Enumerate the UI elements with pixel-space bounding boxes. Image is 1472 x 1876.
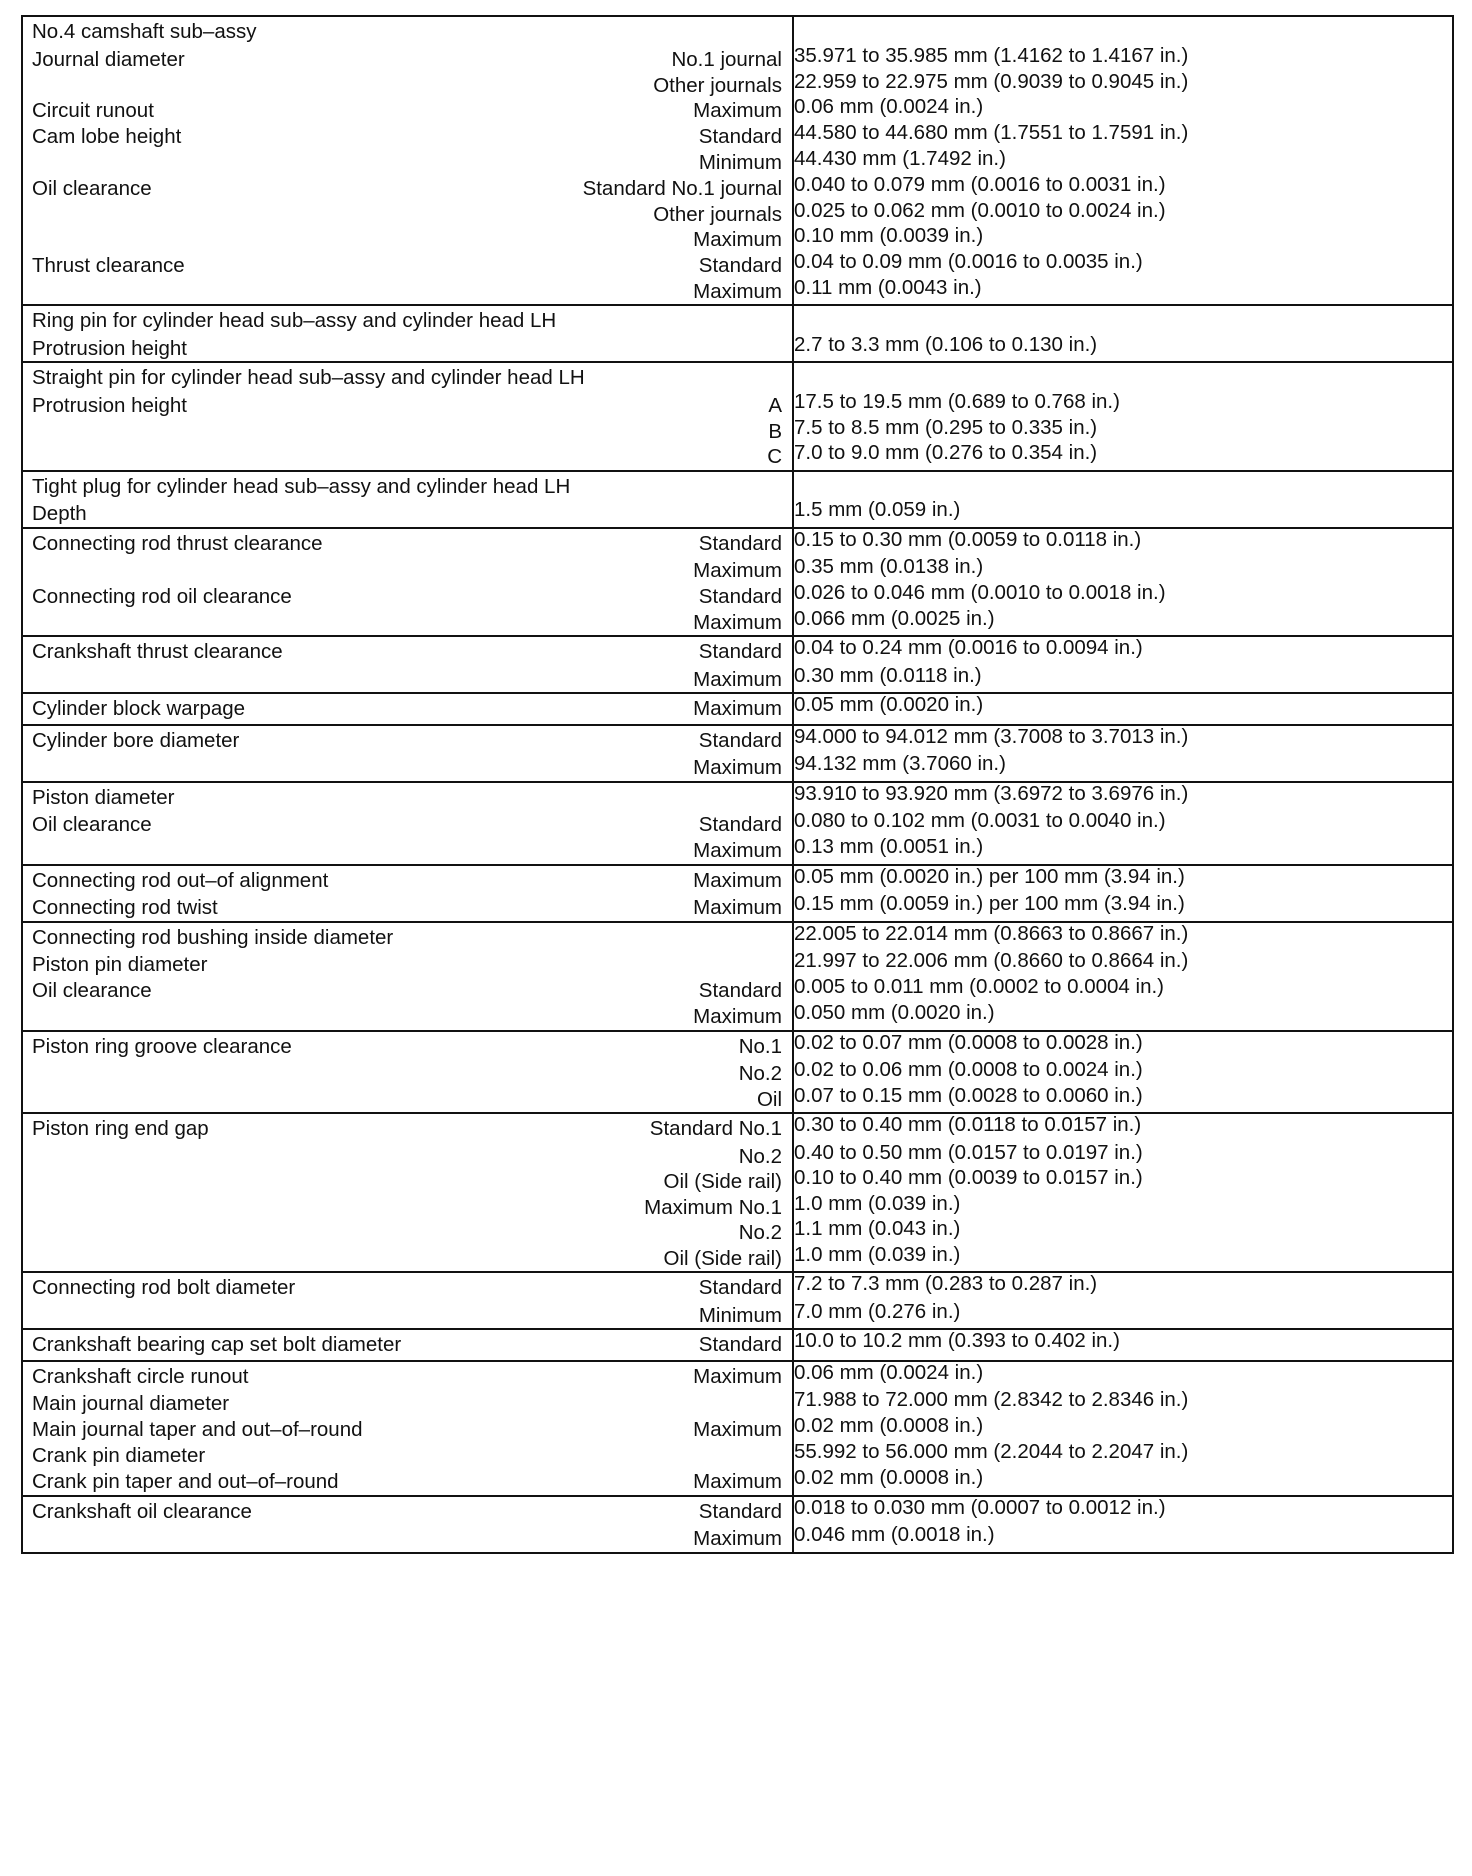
spec-condition-label: Standard No.1 journal [582, 176, 782, 200]
spec-row [22, 251, 1453, 277]
spec-value-cell [793, 305, 1453, 334]
spec-condition-label: Maximum No.1 [644, 1195, 782, 1219]
spec-item-cell [22, 1329, 793, 1361]
spec-item-cell [22, 471, 793, 500]
spec-item-cell [22, 1167, 793, 1193]
spec-value-cell: 1.0 mm (0.039 in.) [793, 1193, 1453, 1219]
spec-item-cell [22, 556, 793, 582]
spec-item-label [23, 665, 792, 669]
spec-item-cell [22, 362, 793, 391]
spec-item-label: Cam lobe height [32, 125, 182, 148]
spec-row [22, 1329, 1453, 1361]
spec-row [22, 1193, 1453, 1219]
spec-value-cell: 71.988 to 72.000 mm (2.8342 to 2.8346 in.) [793, 1389, 1453, 1415]
spec-row [22, 16, 1453, 45]
spec-item-label [23, 556, 792, 560]
spec-row [22, 1002, 1453, 1031]
spec-row [22, 1524, 1453, 1553]
spec-value-cell [793, 362, 1453, 391]
spec-row [22, 200, 1453, 226]
spec-item-label [23, 1002, 792, 1006]
spec-value-cell: 93.910 to 93.920 mm (3.6972 to 3.6976 in.) [793, 782, 1453, 811]
spec-row [22, 893, 1453, 922]
spec-row [22, 1441, 1453, 1467]
spec-row [22, 1113, 1453, 1142]
spec-row [22, 782, 1453, 811]
spec-item-cell [22, 1524, 793, 1553]
spec-row [22, 1496, 1453, 1525]
spec-item-cell [22, 865, 793, 894]
spec-condition-label: Oil (Side rail) [663, 1170, 782, 1193]
spec-row [22, 96, 1453, 122]
spec-item-label: Oil clearance [32, 813, 152, 836]
spec-row [22, 1467, 1453, 1496]
spec-row [22, 693, 1453, 725]
spec-value-cell: 0.025 to 0.062 mm (0.0010 to 0.0024 in.) [793, 200, 1453, 226]
spec-item-cell [22, 251, 793, 277]
spec-value-cell: 0.04 to 0.24 mm (0.0016 to 0.0094 in.) [793, 636, 1453, 665]
spec-value-cell: 0.018 to 0.030 mm (0.0007 to 0.0012 in.) [793, 1496, 1453, 1525]
spec-value-cell: 44.430 mm (1.7492 in.) [793, 148, 1453, 174]
spec-condition-label: Standard [698, 1276, 782, 1299]
spec-condition-label: Other journals [653, 73, 782, 97]
spec-value-cell: 0.066 mm (0.0025 in.) [793, 608, 1453, 637]
spec-value-cell: 0.05 mm (0.0020 in.) [793, 693, 1453, 725]
spec-condition-label: Standard No.1 [649, 1117, 782, 1140]
spec-item-label [23, 1142, 792, 1146]
spec-item-cell [22, 334, 793, 363]
spec-item-cell [22, 893, 793, 922]
spec-item-cell [22, 1193, 793, 1219]
spec-condition-label: Standard [698, 125, 782, 148]
spec-row [22, 225, 1453, 251]
spec-row [22, 1301, 1453, 1330]
spec-value-cell: 0.10 mm (0.0039 in.) [793, 225, 1453, 251]
spec-item-label [23, 608, 792, 612]
spec-item-cell [22, 1361, 793, 1390]
spec-row [22, 1059, 1453, 1085]
spec-condition-label: Oil (Side rail) [663, 1246, 782, 1270]
spec-value-cell: 0.10 to 0.40 mm (0.0039 to 0.0157 in.) [793, 1167, 1453, 1193]
spec-value-cell: 1.5 mm (0.059 in.) [793, 499, 1453, 528]
spec-condition-label: Maximum [693, 839, 782, 862]
spec-item-cell [22, 1059, 793, 1085]
spec-item-label: Cylinder bore diameter [32, 728, 240, 752]
spec-value-cell: 0.30 to 0.40 mm (0.0118 to 0.0157 in.) [793, 1113, 1453, 1142]
spec-value-cell: 0.11 mm (0.0043 in.) [793, 277, 1453, 306]
spec-row [22, 1031, 1453, 1060]
spec-item-cell [22, 582, 793, 608]
spec-item-label: Cylinder block warpage [32, 697, 246, 720]
spec-item-cell [22, 976, 793, 1002]
spec-item-label [23, 148, 792, 152]
spec-value-cell: 35.971 to 35.985 mm (1.4162 to 1.4167 in.) [793, 45, 1453, 71]
spec-item-cell [22, 528, 793, 557]
spec-row [22, 976, 1453, 1002]
spec-item-cell [22, 636, 793, 665]
spec-item-cell [22, 71, 793, 97]
spec-condition-label: No.2 [738, 1221, 782, 1244]
spec-item-label: Crankshaft oil clearance [32, 1499, 252, 1523]
spec-row [22, 922, 1453, 951]
spec-item-cell [22, 1415, 793, 1441]
spec-item-label: Depth [32, 502, 87, 525]
spec-condition-label: Maximum [693, 868, 782, 892]
spec-row [22, 122, 1453, 148]
spec-condition-label: B [768, 419, 782, 443]
spec-condition-label: No.2 [738, 1062, 782, 1085]
spec-condition-label: Maximum [693, 1527, 782, 1550]
spec-value-cell: 0.40 to 0.50 mm (0.0157 to 0.0197 in.) [793, 1142, 1453, 1168]
spec-row [22, 334, 1453, 363]
spec-value-cell: 55.992 to 56.000 mm (2.2044 to 2.2047 in.) [793, 1441, 1453, 1467]
spec-row [22, 174, 1453, 200]
spec-item-cell [22, 417, 793, 443]
spec-item-cell [22, 1441, 793, 1467]
spec-row [22, 1218, 1453, 1244]
spec-condition-label: Standard [698, 531, 782, 555]
spec-row [22, 753, 1453, 782]
spec-condition-label: Maximum [693, 697, 782, 720]
spec-item-label [23, 277, 792, 281]
spec-item-label [23, 1301, 792, 1305]
spec-value-cell: 94.132 mm (3.7060 in.) [793, 753, 1453, 782]
spec-item-label: Crankshaft circle runout [32, 1364, 249, 1388]
spec-item-cell [22, 200, 793, 226]
spec-item-label [23, 1085, 792, 1089]
spec-row [22, 391, 1453, 417]
spec-row [22, 665, 1453, 694]
spec-value-cell: 7.2 to 7.3 mm (0.283 to 0.287 in.) [793, 1272, 1453, 1301]
spec-row [22, 417, 1453, 443]
spec-condition-label: Maximum [693, 228, 782, 251]
spec-item-label: Straight pin for cylinder head sub–assy and cylinder head LH [32, 366, 585, 389]
spec-row [22, 636, 1453, 665]
spec-item-label [23, 1059, 792, 1063]
spec-value-cell: 7.0 to 9.0 mm (0.276 to 0.354 in.) [793, 442, 1453, 471]
spec-item-label: Oil clearance [32, 176, 152, 200]
spec-condition-label: Standard [698, 584, 782, 608]
spec-row [22, 582, 1453, 608]
spec-item-cell [22, 1031, 793, 1060]
spec-item-cell [22, 1467, 793, 1496]
spec-condition-label: Maximum [693, 1418, 782, 1441]
spec-item-cell [22, 1496, 793, 1525]
spec-item-cell [22, 1389, 793, 1415]
spec-item-cell [22, 499, 793, 528]
spec-value-cell: 22.005 to 22.014 mm (0.8663 to 0.8667 in.) [793, 922, 1453, 951]
spec-value-cell: 0.15 to 0.30 mm (0.0059 to 0.0118 in.) [793, 528, 1453, 557]
spec-row [22, 725, 1453, 754]
spec-condition-label: Standard [698, 253, 782, 277]
spec-condition-label: Maximum [693, 610, 782, 634]
spec-value-cell: 22.959 to 22.975 mm (0.9039 to 0.9045 in.) [793, 71, 1453, 97]
spec-value-cell: 0.02 mm (0.0008 in.) [793, 1467, 1453, 1496]
spec-item-cell [22, 1113, 793, 1142]
spec-item-label: No.4 camshaft sub–assy [32, 20, 257, 43]
spec-item-cell [22, 1301, 793, 1330]
spec-item-label: Connecting rod oil clearance [32, 584, 292, 608]
spec-value-cell: 0.07 to 0.15 mm (0.0028 to 0.0060 in.) [793, 1085, 1453, 1114]
spec-value-cell: 0.30 mm (0.0118 in.) [793, 665, 1453, 694]
spec-item-cell [22, 16, 793, 45]
spec-item-label [23, 1218, 792, 1222]
spec-item-cell [22, 810, 793, 836]
spec-item-label: Piston diameter [32, 785, 175, 809]
spec-value-cell: 0.04 to 0.09 mm (0.0016 to 0.0035 in.) [793, 251, 1453, 277]
spec-value-cell: 7.0 mm (0.276 in.) [793, 1301, 1453, 1330]
spec-value-cell: 0.080 to 0.102 mm (0.0031 to 0.0040 in.) [793, 810, 1453, 836]
spec-row [22, 277, 1453, 306]
spec-condition-label: Standard [698, 813, 782, 836]
spec-item-cell [22, 1272, 793, 1301]
spec-value-cell: 0.02 to 0.06 mm (0.0008 to 0.0024 in.) [793, 1059, 1453, 1085]
spec-item-label [23, 442, 792, 446]
spec-value-cell: 0.046 mm (0.0018 in.) [793, 1524, 1453, 1553]
spec-condition-label: Other journals [653, 202, 782, 226]
spec-condition-label: Standard [698, 979, 782, 1002]
spec-item-label: Circuit runout [32, 99, 154, 122]
spec-row [22, 836, 1453, 865]
spec-condition-label: Maximum [693, 1470, 782, 1493]
spec-row [22, 1272, 1453, 1301]
spec-item-cell [22, 725, 793, 754]
spec-row [22, 1085, 1453, 1114]
spec-condition-label: No.1 [738, 1034, 782, 1058]
spec-row [22, 1244, 1453, 1273]
spec-row [22, 950, 1453, 976]
spec-value-cell: 44.580 to 44.680 mm (1.7551 to 1.7591 in.) [793, 122, 1453, 148]
spec-row [22, 1415, 1453, 1441]
spec-row [22, 1361, 1453, 1390]
spec-item-label: Piston ring groove clearance [32, 1034, 292, 1058]
spec-value-cell: 2.7 to 3.3 mm (0.106 to 0.130 in.) [793, 334, 1453, 363]
spec-condition-label: A [768, 393, 782, 417]
spec-item-label: Piston ring end gap [32, 1117, 209, 1140]
spec-item-label [23, 1524, 792, 1528]
spec-value-cell [793, 16, 1453, 45]
spec-item-cell [22, 148, 793, 174]
spec-item-label [23, 753, 792, 757]
spec-row [22, 362, 1453, 391]
spec-value-cell: 0.06 mm (0.0024 in.) [793, 96, 1453, 122]
spec-condition-label: Maximum [693, 756, 782, 779]
spec-condition-label: Maximum [693, 1005, 782, 1028]
spec-condition-label: Maximum [693, 559, 782, 582]
spec-item-label: Protrusion height [32, 336, 187, 360]
spec-item-label: Connecting rod twist [32, 896, 218, 919]
spec-item-label: Journal diameter [32, 47, 185, 71]
spec-row [22, 608, 1453, 637]
spec-value-cell: 17.5 to 19.5 mm (0.689 to 0.768 in.) [793, 391, 1453, 417]
spec-value-cell: 0.02 mm (0.0008 in.) [793, 1415, 1453, 1441]
spec-item-cell [22, 665, 793, 694]
spec-item-label: Main journal diameter [32, 1392, 230, 1415]
spec-sheet [21, 15, 1452, 1554]
spec-item-cell [22, 836, 793, 865]
spec-item-cell [22, 922, 793, 951]
spec-item-label: Crank pin taper and out–of–round [32, 1470, 339, 1493]
spec-value-cell: 0.050 mm (0.0020 in.) [793, 1002, 1453, 1031]
spec-row [22, 1142, 1453, 1168]
spec-value-cell: 0.35 mm (0.0138 in.) [793, 556, 1453, 582]
spec-item-cell [22, 391, 793, 417]
spec-item-label [23, 417, 792, 421]
spec-item-label: Protrusion height [32, 393, 187, 417]
spec-item-label: Oil clearance [32, 979, 152, 1002]
spec-value-cell: 0.05 mm (0.0020 in.) per 100 mm (3.94 in.) [793, 865, 1453, 894]
spec-row [22, 442, 1453, 471]
spec-condition-label: Maximum [693, 667, 782, 691]
spec-item-cell [22, 1244, 793, 1273]
spec-value-cell: 1.0 mm (0.039 in.) [793, 1244, 1453, 1273]
spec-item-cell [22, 753, 793, 782]
spec-condition-label: Maximum [693, 896, 782, 919]
spec-condition-label: Standard [698, 1499, 782, 1523]
spec-value-cell: 10.0 to 10.2 mm (0.393 to 0.402 in.) [793, 1329, 1453, 1361]
spec-condition-label: No.2 [738, 1144, 782, 1168]
spec-value-cell [793, 471, 1453, 500]
spec-item-cell [22, 608, 793, 637]
spec-item-label: Crankshaft bearing cap set bolt diameter [32, 1333, 402, 1356]
spec-row [22, 471, 1453, 500]
spec-row [22, 305, 1453, 334]
spec-item-cell [22, 693, 793, 725]
spec-item-cell [22, 1002, 793, 1031]
spec-item-label: Connecting rod bolt diameter [32, 1276, 296, 1299]
spec-condition-label: Standard [698, 1333, 782, 1356]
spec-value-cell: 0.040 to 0.079 mm (0.0016 to 0.0031 in.) [793, 174, 1453, 200]
spec-value-cell: 7.5 to 8.5 mm (0.295 to 0.335 in.) [793, 417, 1453, 443]
spec-item-cell [22, 1218, 793, 1244]
spec-value-cell: 0.026 to 0.046 mm (0.0010 to 0.0018 in.) [793, 582, 1453, 608]
spec-row [22, 1389, 1453, 1415]
spec-value-cell: 0.13 mm (0.0051 in.) [793, 836, 1453, 865]
spec-item-cell [22, 96, 793, 122]
spec-item-cell [22, 305, 793, 334]
spec-item-cell [22, 1085, 793, 1114]
spec-row [22, 499, 1453, 528]
spec-condition-label: Oil [756, 1087, 782, 1111]
spec-value-cell: 94.000 to 94.012 mm (3.7008 to 3.7013 in.) [793, 725, 1453, 754]
spec-item-cell [22, 950, 793, 976]
spec-condition-label: Maximum [693, 99, 782, 122]
spec-item-label: Tight plug for cylinder head sub–assy and cylinder head LH [32, 474, 571, 498]
spec-item-label: Connecting rod bushing inside diameter [32, 925, 394, 949]
spec-condition-label: Standard [698, 728, 782, 752]
spec-item-label [23, 225, 792, 229]
spec-value-cell: 21.997 to 22.006 mm (0.8660 to 0.8664 in.) [793, 950, 1453, 976]
spec-condition-label: C [767, 445, 782, 468]
spec-item-label: Connecting rod out–of alignment [32, 868, 329, 892]
spec-row [22, 528, 1453, 557]
spec-condition-label: Maximum [693, 279, 782, 303]
spec-item-label: Connecting rod thrust clearance [32, 531, 323, 555]
spec-row [22, 556, 1453, 582]
spec-value-cell: 1.1 mm (0.043 in.) [793, 1218, 1453, 1244]
spec-condition-label: Maximum [693, 1364, 782, 1388]
spec-row [22, 148, 1453, 174]
spec-row [22, 865, 1453, 894]
spec-value-cell: 0.02 to 0.07 mm (0.0008 to 0.0028 in.) [793, 1031, 1453, 1060]
spec-row [22, 45, 1453, 71]
spec-row [22, 1167, 1453, 1193]
spec-item-cell [22, 442, 793, 471]
spec-item-cell [22, 122, 793, 148]
spec-condition-label: No.1 journal [671, 47, 782, 71]
spec-item-cell [22, 225, 793, 251]
spec-value-cell: 0.15 mm (0.0059 in.) per 100 mm (3.94 in.) [793, 893, 1453, 922]
specification-table-body [22, 16, 1453, 1553]
spec-item-cell [22, 782, 793, 811]
spec-item-label: Main journal taper and out–of–round [32, 1418, 363, 1441]
spec-row [22, 71, 1453, 97]
spec-item-cell [22, 174, 793, 200]
spec-item-label [23, 836, 792, 840]
spec-condition-label: Minimum [698, 151, 782, 174]
spec-item-label: Ring pin for cylinder head sub–assy and cylinder head LH [32, 309, 557, 332]
specification-table [21, 15, 1454, 1554]
spec-item-label: Crankshaft thrust clearance [32, 640, 283, 663]
spec-item-label: Piston pin diameter [32, 953, 208, 976]
spec-item-label: Thrust clearance [32, 253, 185, 277]
spec-value-cell: 0.06 mm (0.0024 in.) [793, 1361, 1453, 1390]
spec-item-cell [22, 277, 793, 306]
spec-value-cell: 0.005 to 0.011 mm (0.0002 to 0.0004 in.) [793, 976, 1453, 1002]
spec-row [22, 810, 1453, 836]
spec-condition-label: Standard [698, 640, 782, 663]
spec-item-cell [22, 1142, 793, 1168]
spec-item-label: Crank pin diameter [32, 1444, 206, 1467]
spec-condition-label: Minimum [698, 1303, 782, 1327]
spec-item-cell [22, 45, 793, 71]
